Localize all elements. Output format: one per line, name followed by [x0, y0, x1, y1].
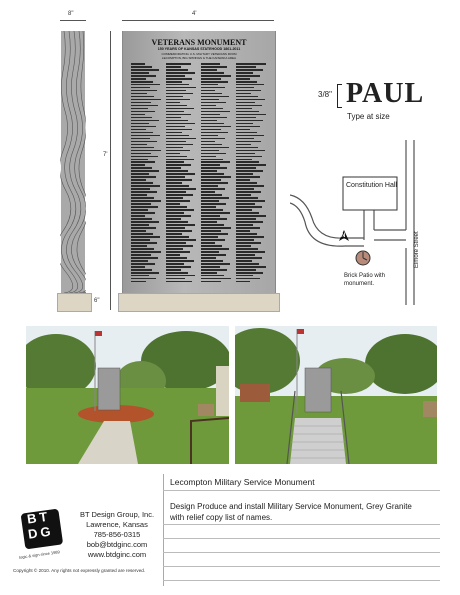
company-email[interactable]: bob@btdginc.com: [86, 540, 148, 549]
names-column-2: [166, 63, 200, 285]
front-width-dimension-line: [122, 20, 274, 21]
project-description-2: with relief copy list of names.: [170, 513, 273, 522]
front-base: [118, 293, 280, 312]
caption-line-2: [163, 524, 440, 525]
project-title: Lecompton Military Service Monument: [170, 477, 315, 487]
side-width-label: 8": [68, 11, 74, 17]
company-website[interactable]: www.btdginc.com: [87, 550, 147, 559]
street-label: Elmore Street: [414, 231, 420, 268]
patio-compass-icon: [355, 250, 371, 266]
side-base: [57, 293, 92, 312]
names-column-3: [201, 63, 235, 285]
monument-title: VETERANS MONUMENT: [151, 38, 247, 47]
logo-line-2: DG: [27, 523, 55, 542]
side-width-dimension-line: [60, 20, 86, 21]
caption-line-1: [163, 490, 440, 491]
caption-line-4: [163, 552, 440, 553]
logo-tagline: logic & sign since 1989: [18, 549, 61, 560]
logo-line-1: BT: [26, 508, 52, 527]
names-column-4: [236, 63, 270, 285]
monument-side-view: [60, 31, 86, 293]
caption-line-6: [163, 580, 440, 581]
company-name: BT Design Group, Inc.: [79, 510, 155, 519]
font-size-label: 3/8": [318, 90, 332, 99]
base-dimension-line: [110, 293, 111, 310]
font-name: PAUL: [346, 78, 425, 109]
font-bracket: [337, 84, 342, 108]
monument-subtitle: 150 YEARS OF KANSAS STATEHOOD 1861-2011: [157, 47, 241, 51]
base-height-label: 6": [94, 298, 100, 304]
north-label: N: [341, 233, 346, 239]
names-column-1: [131, 63, 165, 285]
monument-line-3: LECOMPTON, BIG SPRINGS & THE KANWAKA AREA: [161, 56, 237, 60]
monument-line-2: COMMEMORATING U.S. MILITARY VETERANS FROM: [161, 52, 237, 56]
caption-line-3: [163, 538, 440, 539]
project-description-1: Design Produce and install Military Service Monument, Grey Granite: [170, 502, 412, 511]
monument-front-view: [122, 31, 276, 293]
front-width-label: 4': [192, 11, 197, 17]
font-note: Type at size: [347, 112, 390, 121]
height-label: 7': [103, 152, 108, 158]
height-dimension-line: [110, 31, 111, 293]
constitution-hall-label: Constitution Hall: [346, 182, 397, 189]
copyright-notice: Copyright © 2010. Any rights not expressly granted are reserved.: [13, 568, 146, 573]
company-phone: 785-856-0315: [93, 530, 141, 539]
site-photo-2: [235, 326, 437, 464]
patio-label: Brick Patio with monument.: [344, 273, 386, 287]
caption-line-5: [163, 566, 440, 567]
company-city: Lawrence, Kansas: [86, 520, 148, 529]
site-photo-1: [26, 326, 229, 464]
